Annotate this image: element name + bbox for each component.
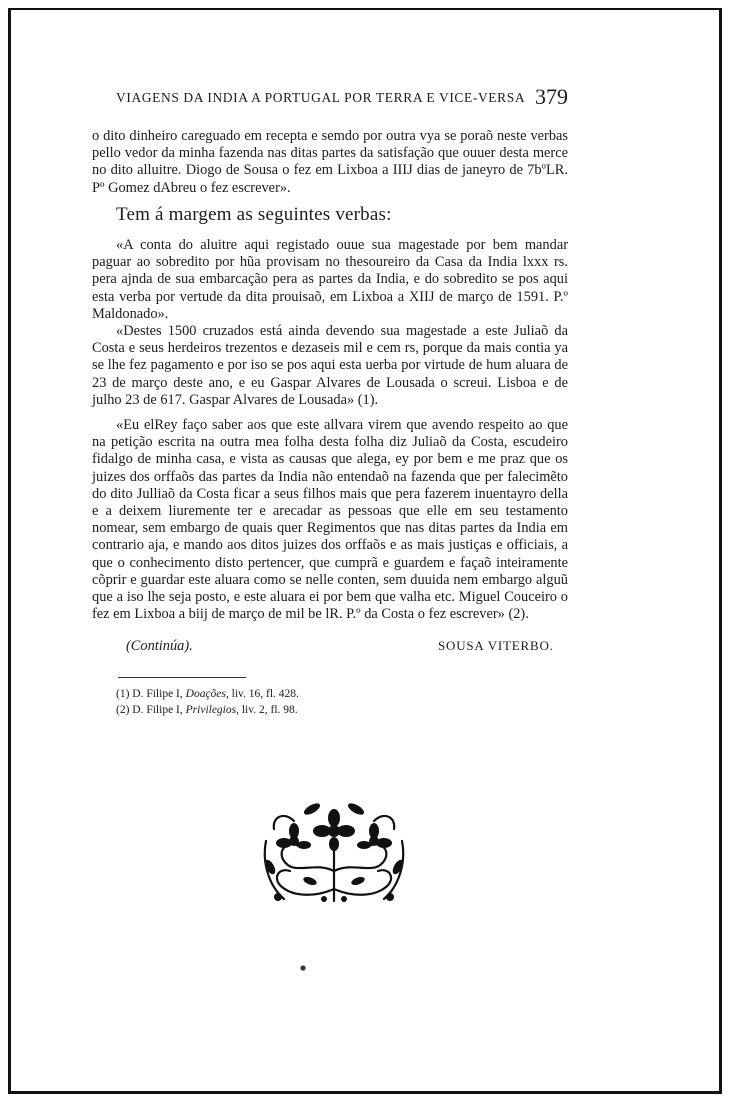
royal-decree-paragraph: «Eu elRey faço saber aos que este allvara virem que avendo respeito ao que na petição escrita na outra mea folha desta folha diz Juliaõ da Costa, escudeiro fidalgo de minha casa, e vista as causas que alega, ey por bem e me praz que os juizes dos orffaõs das partes da India não entendaõ na fazenda que per falecimẽto do dito Julliaõ da Costa ficar a seus filhos mais que pera fazerem inuentayro della e a deixem liuremente ter e arecadar as pessoas que elle em seu testamento nomear, sem embargo de quais quer Regimentos que nas ditas partes da India em contrario aja, e mando aos ditos juizes dos orffaõs e as mais justiças e officiais, a que o conhecimento disto pertencer, que cumprã e guardem e façaõ inteiramente cõprir e guardar este aluara como se nelle conten, sem duuida nem embargo alguũ que a iso lhe seja posto, e este aluara ei por bem que valha etc. Miguel Couceiro o fez em Lixboa a biij de março de mil be lR. P.º da Costa o fez escrever» (2). <box>92 417 568 623</box>
footnote-2 <box>116 704 298 716</box>
floral-vignette-icon <box>254 801 414 907</box>
footnote-2-rest: liv. 2, fl. 98. <box>241 704 298 716</box>
paragraph-continuation: o dito dinheiro careguado em recepta e semdo por outra vya se poraõ neste verbas pello vedor da minha fazenda nas ditas partes da satisfação que ouuer desta merce no dito alluitre. Diogo de Sousa o fez em Lixboa a IIIJ dias de janeyro de 7bºLR. Pº Gomez dAbreu o fez escrever». <box>92 128 568 196</box>
footnote-1 <box>116 688 299 700</box>
footnote-rule <box>118 677 246 678</box>
ink-speck <box>299 964 307 972</box>
footnote-1-title: Doações, <box>185 688 229 700</box>
margin-note-1: «A conta do aluitre aqui registado ouue sua magestade por bem mandar paguar ao sobredito por hũa provisam no thesoureiro da Casa da India lxxx rs. pera ajnda de sua embarcação pera as partes da India, e do sobredito se pos aqui esta verba por vertude da dita prouisaõ, em Lixboa a XIIJ de março de 1591. P.º Maldonado». <box>92 237 568 322</box>
margin-note-2: «Destes 1500 cruzados está ainda devendo sua magestade a este Juliaõ da Costa e seus herdeiros trezentos e dezaseis mil e cem rs, porque da mais contia ya se lhe fez pagamento e por iso se pos aqui esta uerba por virtude de hum aluara de 23 de março deste ano, e eu Gaspar Alvares de Lousada o screui. Lisboa e de julho 23 de 617. Gaspar Alvares de Lousada» (1). <box>92 323 568 408</box>
page-number: 379 <box>535 84 568 109</box>
footnote-1-rest: liv. 16, fl. 428. <box>231 688 299 700</box>
footnote-1-prefix: (1) D. Filipe I, <box>116 688 183 700</box>
running-title: VIAGENS DA INDIA A PORTUGAL POR TERRA E VICE-VERSA <box>116 90 526 105</box>
margin-notes <box>92 237 568 409</box>
footnote-2-title: Privilegios, <box>185 704 239 716</box>
continua-note: (Continúa). <box>126 638 193 654</box>
section-heading: Tem á margem as seguintes verbas: <box>116 204 392 225</box>
footnote-2-prefix: (2) D. Filipe I, <box>116 704 183 716</box>
author-signature: SOUSA VITERBO. <box>438 638 554 653</box>
